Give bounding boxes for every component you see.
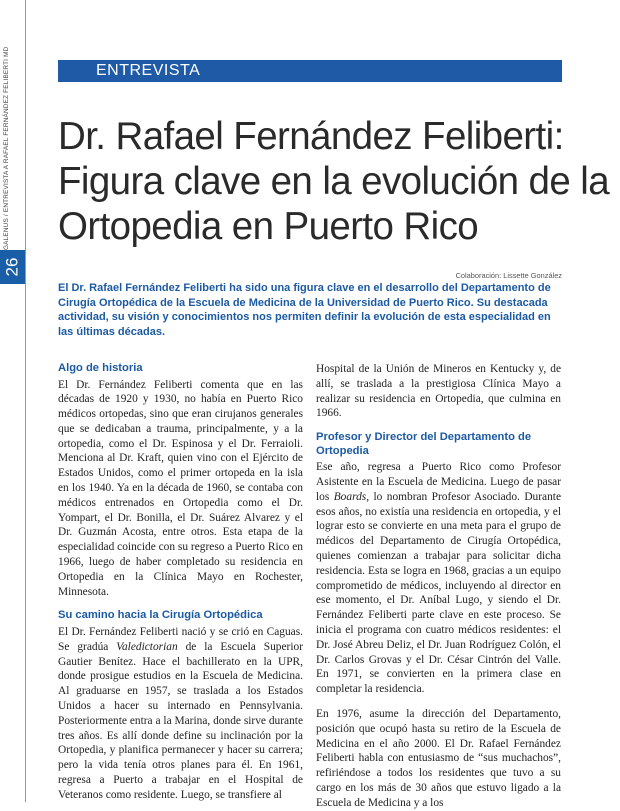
- paragraph-path-continued: Hospital de la Unión de Mineros en Kentucky y, de allí, se traslada a la prestigiosa Clínica Mayo a realizar su residencia en Ortopedia, que culmina en 1966.: [316, 363, 561, 420]
- paragraph-professor: [316, 460, 561, 697]
- column-left: [58, 362, 303, 803]
- article-credit: Colaboración: Lissette González: [455, 271, 562, 280]
- sidebar-divider: [25, 0, 26, 802]
- section-label: ENTREVISTA: [58, 60, 562, 82]
- paragraph-direction: En 1976, asume la dirección del Departamento, posición que ocupó hasta su retiro de la Escuela de Medicina en el año 2000. El Dr. Rafael Fernández Feliberti habla con entusiasmo de “sus muchachos”, refiriéndose a todos los residentes que tuvo a su cargo en los más de 30 años que estuvo ligado a la Escuela de Medicina y a los: [316, 707, 561, 809]
- page-number-tab: [0, 250, 25, 284]
- running-head: GALENUS / ENTREVISTA A RAFAEL FERNÁNDEZ FELIBERTI MD: [3, 46, 10, 250]
- paragraph-history: El Dr. Fernández Feliberti comenta que en las décadas de 1920 y 1930, no había en Puerto Rico médicos ortopedas, sino que eran cirujanos generales que se dedicaban a trauma, principalmente, y a la ortopedia, como el Dr. Espinosa y el Dr. Ferraioli. Menciona al Dr. Kraft, quien vino con el Ejército de Estados Unidos, como el primer ortopeda en la isla en los 1940. Ya en la década de 1960, se contaba con médicos entrenados en Ortopedia como el Dr. Yompart, el Dr. Bonilla, el Dr. Suárez Alvarez y el Dr. Guzmán Acosta, entre otros. Esta etapa de la especialidad coincide con su regreso a Puerto Rico en 1966, luego de haber completado su residencia en Ortopedia en la Clínica Mayo en Rochester, Minnesota.: [58, 378, 303, 598]
- article-title: Dr. Rafael Fernández Feliberti: Figura clave en la evolución de la Ortopedia en Puerto Rico: [58, 115, 610, 248]
- paragraph-professor-part2: , lo nombran Profesor Asociado. Durante esos años, no existía una residencia en ortopedia, y el lograr esto se convierte en una meta para el grupo de médicos del Departamento de Cirugía Ortopédica, quienes comienzan a trabajar para solicitar dicha residencia. Esta se logra en 1968, gracias a un equipo comprometido de médicos, incluyendo al director en ese momento, el Dr. Aníbal Lugo, y siendo el Dr. Fernández Feliberti parte clave en este proceso. Se inicia el programa con cuatro médicos residentes: el Dr. José Abreu Deliz, el Dr. Juan Rodríguez Colón, el Dr. Carlos Grovas y el Dr. César Cintrón del Valle. En 1971, se convierten en la primera clase en completar la residencia.: [316, 490, 561, 696]
- heading-professor: Profesor y Director del Departamento de Ortopedia: [316, 431, 532, 457]
- article-lead: El Dr. Rafael Fernández Feliberti ha sido una figura clave en el desarrollo del Departamento de Cirugía Ortopédica de la Escuela de Medicina de la Universidad de Puerto Rico. Su destacada actividad, su visión y conocimientos nos permiten definir la evolución de esta especialidad en las últimas décadas.: [58, 282, 551, 338]
- paragraph-path-part2: de la Escuela Superior Gautier Benítez. Hace el bachillerato en la UPR, donde prosigue estudios en la Escuela de Medicina. Al graduarse en 1957, se traslada a los Estados Unidos a hacer su internado en Pennsylvania. Posteriormente entra a la Marina, donde sirve durante tres años. Es allí donde define su inclinación por la Ortopedia, y planifica permanecer y hacer su carrera; pero la vida tenía otros planes para él. En 1961, regresa a Puerto a trabajar en el Hospital de Veteranos como residente. Luego, se transfiere al: [58, 640, 304, 801]
- paragraph-professor-italic: Boards: [333, 490, 367, 503]
- paragraph-professor-part1: Ese año, regresa a Puerto Rico como Profesor Asistente en la Escuela de Medicina. Luego de pasar los: [316, 461, 561, 503]
- heading-path: Su camino hacia la Cirugía Ortopédica: [58, 609, 263, 622]
- paragraph-path-italic: Valedictorian: [116, 640, 178, 653]
- heading-history: Algo de historia: [58, 362, 143, 374]
- paragraph-path-part1: El Dr. Fernández Feliberti nació y se crió en Caguas. Se gradúa: [58, 625, 303, 653]
- paragraph-path: [58, 625, 303, 803]
- page-number: 26: [2, 257, 22, 277]
- column-right: [316, 362, 561, 811]
